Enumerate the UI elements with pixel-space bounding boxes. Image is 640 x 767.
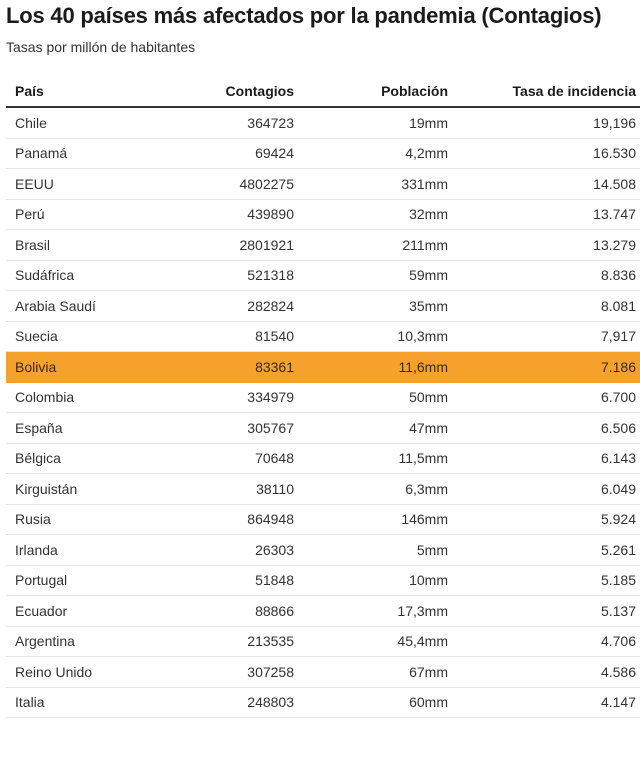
cell-poblacion: 50mm (298, 382, 452, 413)
cell-poblacion: 331mm (298, 169, 452, 200)
cell-tasa: 6.506 (452, 413, 640, 444)
cell-tasa: 5.924 (452, 504, 640, 535)
cell-contagios: 364723 (138, 107, 298, 138)
cell-contagios: 439890 (138, 199, 298, 230)
cell-contagios: 26303 (138, 535, 298, 566)
cell-pais: Perú (6, 199, 138, 230)
table-row (6, 321, 640, 352)
table-row (6, 382, 640, 413)
cell-poblacion: 47mm (298, 413, 452, 444)
cell-contagios: 213535 (138, 626, 298, 657)
cell-tasa: 4.586 (452, 657, 640, 688)
table-header-row (6, 76, 640, 107)
cell-pais: Suecia (6, 321, 138, 352)
cell-pais: Reino Unido (6, 657, 138, 688)
cell-tasa: 6.143 (452, 443, 640, 474)
cell-pais: España (6, 413, 138, 444)
cell-pais: Irlanda (6, 535, 138, 566)
cell-poblacion: 211mm (298, 230, 452, 261)
cell-tasa: 6.700 (452, 382, 640, 413)
cell-pais: Italia (6, 687, 138, 718)
cell-poblacion: 6,3mm (298, 474, 452, 505)
cell-pais: Rusia (6, 504, 138, 535)
cell-pais: Panamá (6, 138, 138, 169)
table-row (6, 107, 640, 138)
table-row (6, 565, 640, 596)
table-row (6, 138, 640, 169)
data-table (6, 76, 640, 718)
cell-tasa: 5.261 (452, 535, 640, 566)
cell-contagios: 69424 (138, 138, 298, 169)
cell-poblacion: 4,2mm (298, 138, 452, 169)
column-header-tasa[interactable]: Tasa de incidencia (452, 76, 640, 107)
cell-tasa: 13.747 (452, 199, 640, 230)
cell-contagios: 521318 (138, 260, 298, 291)
cell-poblacion: 35mm (298, 291, 452, 322)
cell-contagios: 4802275 (138, 169, 298, 200)
cell-poblacion: 67mm (298, 657, 452, 688)
cell-contagios: 2801921 (138, 230, 298, 261)
cell-contagios: 83361 (138, 352, 298, 383)
cell-tasa: 5.185 (452, 565, 640, 596)
cell-contagios: 38110 (138, 474, 298, 505)
column-header-contagios[interactable]: Contagios (138, 76, 298, 107)
table-body (6, 107, 640, 718)
cell-contagios: 334979 (138, 382, 298, 413)
cell-poblacion: 11,6mm (298, 352, 452, 383)
table-row (6, 626, 640, 657)
cell-tasa: 6.049 (452, 474, 640, 505)
cell-contagios: 248803 (138, 687, 298, 718)
table-row (6, 687, 640, 718)
column-header-pais[interactable]: País (6, 76, 138, 107)
cell-contagios: 81540 (138, 321, 298, 352)
table-row (6, 474, 640, 505)
cell-poblacion: 5mm (298, 535, 452, 566)
cell-tasa: 4.147 (452, 687, 640, 718)
chart-subtitle: Tasas por millón de habitantes (6, 39, 196, 55)
cell-pais: Brasil (6, 230, 138, 261)
cell-contagios: 282824 (138, 291, 298, 322)
cell-contagios: 307258 (138, 657, 298, 688)
cell-pais: Colombia (6, 382, 138, 413)
cell-tasa: 4.706 (452, 626, 640, 657)
table-row (6, 535, 640, 566)
table-row-highlighted (6, 352, 640, 383)
cell-poblacion: 59mm (298, 260, 452, 291)
cell-tasa: 5.137 (452, 596, 640, 627)
table-row (6, 443, 640, 474)
table-row (6, 260, 640, 291)
cell-poblacion: 10,3mm (298, 321, 452, 352)
cell-poblacion: 146mm (298, 504, 452, 535)
cell-poblacion: 19mm (298, 107, 452, 138)
table-row (6, 199, 640, 230)
cell-pais: Arabia Saudí (6, 291, 138, 322)
cell-contagios: 51848 (138, 565, 298, 596)
cell-pais: Sudáfrica (6, 260, 138, 291)
cell-tasa: 13.279 (452, 230, 640, 261)
cell-poblacion: 45,4mm (298, 626, 452, 657)
cell-tasa: 14.508 (452, 169, 640, 200)
cell-pais: Chile (6, 107, 138, 138)
cell-tasa: 8.836 (452, 260, 640, 291)
cell-pais: Bolivia (6, 352, 138, 383)
cell-pais: Portugal (6, 565, 138, 596)
cell-pais: EEUU (6, 169, 138, 200)
cell-pais: Kirguistán (6, 474, 138, 505)
cell-contagios: 88866 (138, 596, 298, 627)
chart-title: Los 40 países más afectados por la pandemia (Contagios) (6, 3, 602, 28)
cell-tasa: 7.186 (452, 352, 640, 383)
table-row (6, 169, 640, 200)
cell-pais: Bélgica (6, 443, 138, 474)
column-header-poblacion[interactable]: Población (298, 76, 452, 107)
table-row (6, 413, 640, 444)
cell-poblacion: 60mm (298, 687, 452, 718)
cell-poblacion: 32mm (298, 199, 452, 230)
cell-contagios: 70648 (138, 443, 298, 474)
cell-contagios: 864948 (138, 504, 298, 535)
cell-tasa: 16.530 (452, 138, 640, 169)
cell-poblacion: 17,3mm (298, 596, 452, 627)
table-row (6, 291, 640, 322)
table-row (6, 596, 640, 627)
cell-contagios: 305767 (138, 413, 298, 444)
table-row (6, 504, 640, 535)
cell-tasa: 8.081 (452, 291, 640, 322)
cell-tasa: 19,196 (452, 107, 640, 138)
cell-tasa: 7,917 (452, 321, 640, 352)
cell-poblacion: 11,5mm (298, 443, 452, 474)
cell-pais: Ecuador (6, 596, 138, 627)
table-row (6, 657, 640, 688)
cell-poblacion: 10mm (298, 565, 452, 596)
cell-pais: Argentina (6, 626, 138, 657)
table-row (6, 230, 640, 261)
